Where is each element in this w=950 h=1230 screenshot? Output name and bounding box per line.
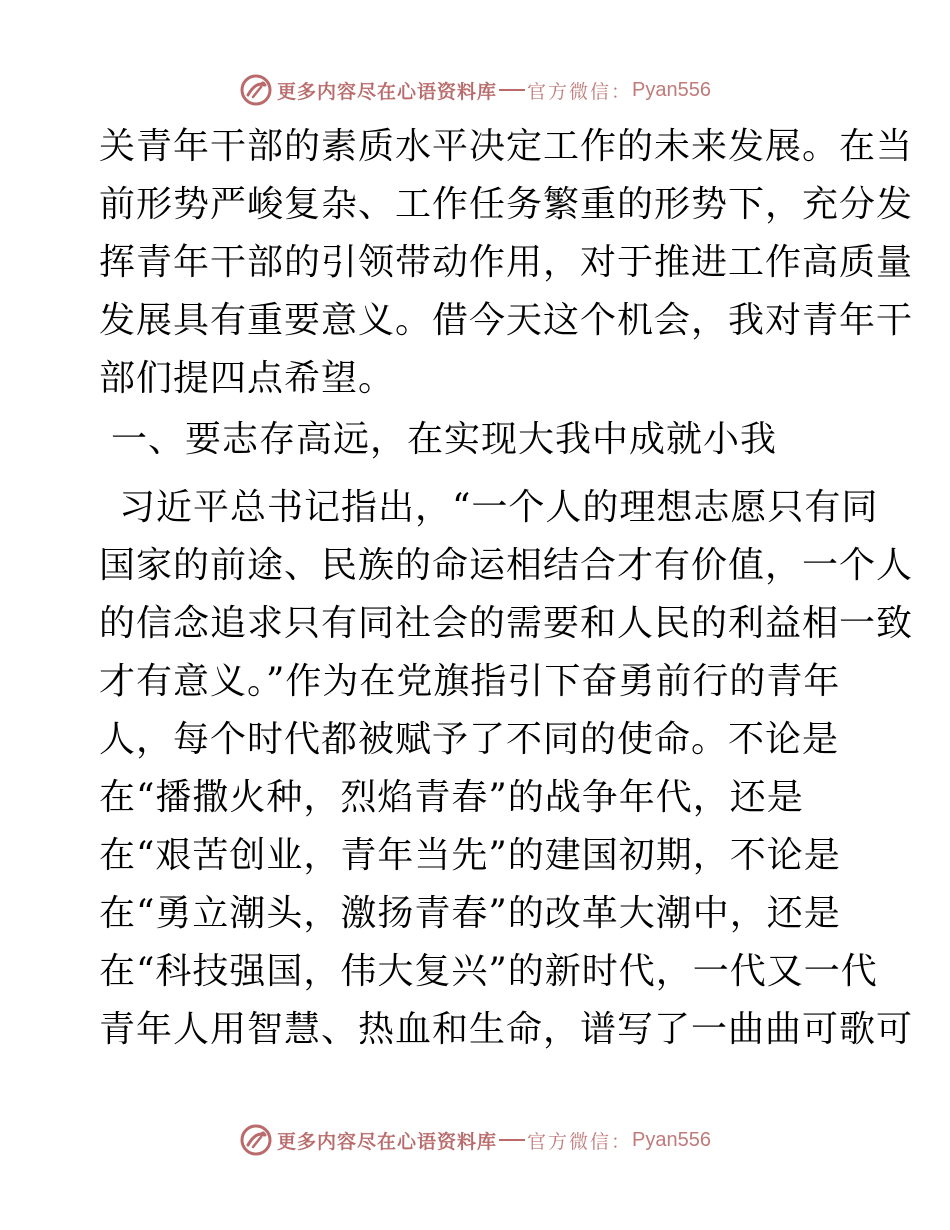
watermark-banner-top <box>0 68 950 112</box>
body-line: 关青年干部的素质水平决定工作的未来发展。在当 <box>99 126 914 167</box>
body-line: 前形势严峻复杂、工作任务繁重的形势下，充分发 <box>99 184 914 225</box>
body-line: 在“播撒火种，烈焰青春”的战争年代，还是 <box>99 777 804 818</box>
body-line: 在“勇立潮头，激扬青春”的改革大潮中，还是 <box>99 893 841 934</box>
watermark-wechat-id: Pyan556 <box>632 78 711 101</box>
watermark-dash <box>499 1139 525 1141</box>
watermark-banner-bottom <box>0 1118 950 1162</box>
watermark-official-label: 官方微信： <box>527 80 633 103</box>
watermark-text: 更多内容尽在心语资料库 <box>277 1130 498 1153</box>
watermark-official-label: 官方微信： <box>527 1130 633 1153</box>
body-line: 发展具有重要意义。借今天这个机会，我对青年干 <box>99 300 914 341</box>
body-line: 部们提四点希望。 <box>99 358 396 399</box>
watermark-dash <box>499 89 525 91</box>
document-body <box>99 118 914 1059</box>
body-line: 的信念追求只有同社会的需要和人民的利益相一致 <box>99 603 914 644</box>
seal-logo-icon <box>239 73 273 107</box>
section-heading: 一、要志存高远，在实现大我中成就小我 <box>111 419 778 460</box>
body-line: 国家的前途、民族的命运相结合才有价值，一个人 <box>99 545 914 586</box>
watermark-text: 更多内容尽在心语资料库 <box>277 80 498 103</box>
body-line: 在“艰苦创业，青年当先”的建国初期，不论是 <box>99 835 841 876</box>
body-line: 习近平总书记指出，“一个人的理想志愿只有同 <box>119 487 879 528</box>
watermark-wechat-id: Pyan556 <box>632 1128 711 1151</box>
body-line: 人，每个时代都被赋予了不同的使命。不论是 <box>99 719 840 760</box>
body-line: 在“科技强国，伟大复兴”的新时代，一代又一代 <box>99 951 878 992</box>
body-line: 挥青年干部的引领带动作用，对于推进工作高质量 <box>99 242 914 283</box>
body-line: 才有意义。”作为在党旗指引下奋勇前行的青年 <box>99 661 841 702</box>
body-line: 青年人用智慧、热血和生命，谱写了一曲曲可歌可 <box>99 1009 914 1050</box>
seal-logo-icon <box>239 1123 273 1157</box>
